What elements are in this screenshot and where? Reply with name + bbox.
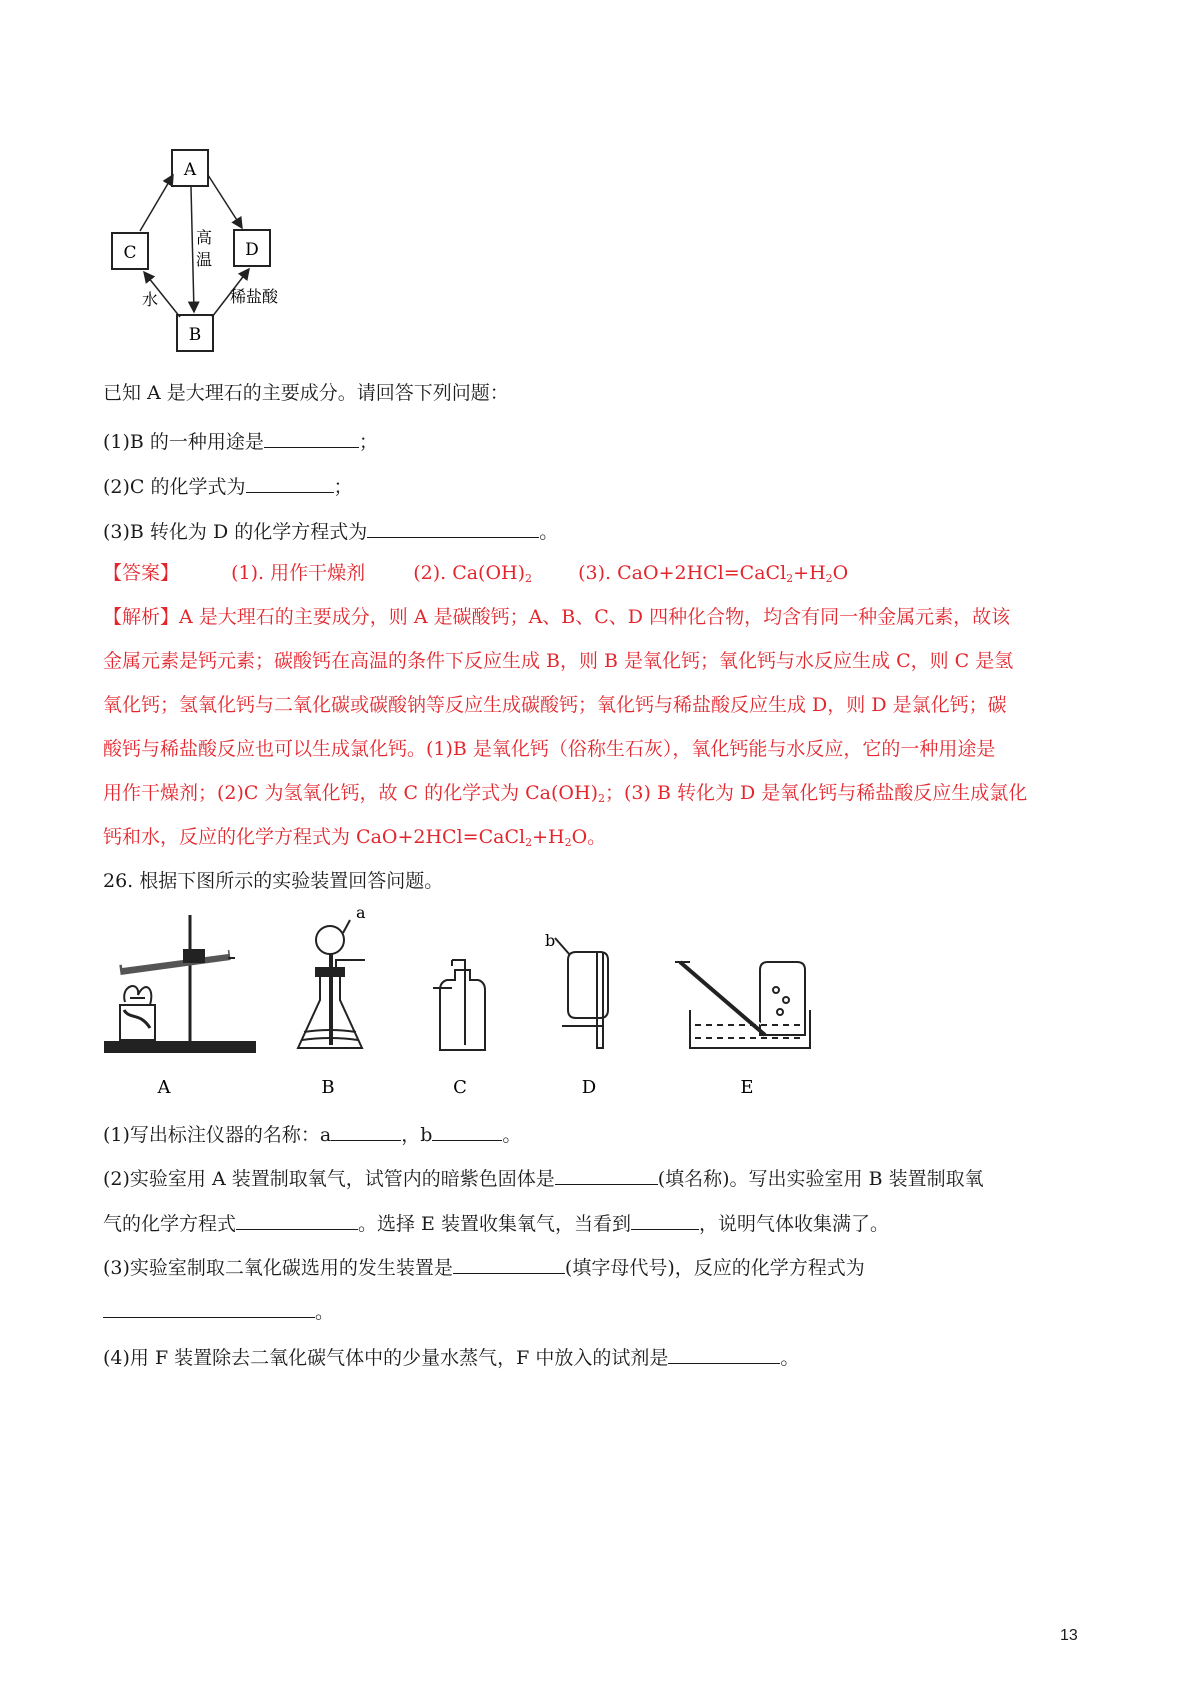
- apparatus-e: [675, 962, 810, 1048]
- node-d: [234, 230, 270, 266]
- label-high-temp-1: 高: [196, 228, 213, 247]
- answer-blank[interactable]: [264, 430, 359, 448]
- answer-blank[interactable]: [453, 1256, 565, 1274]
- answer-blank[interactable]: [103, 1300, 315, 1318]
- analysis-line-5: 用作干燥剂；(2)C 为氢氧化钙，故 C 的化学式为 $Ca(OH)_2$；(3) B 转化为 D 是氧化钙与稀盐酸反应生成氯化: [103, 782, 1028, 805]
- label-water: 水: [142, 290, 159, 309]
- svg-text:C: C: [123, 243, 137, 263]
- analysis-line-6: 钙和水，反应的化学方程式为 $CaO+2HCl=CaCl_2+H_2O$。: [103, 826, 607, 849]
- answer-blank[interactable]: [236, 1212, 358, 1230]
- reaction-diagram: [100, 145, 320, 360]
- label-apparatus-e: E: [740, 1077, 754, 1098]
- q26-part3-line1: (3)实验室制取二氧化碳选用的发生装置是 (填字母代号)，反应的化学方程式为: [103, 1257, 865, 1279]
- answer-3: (3). $CaO+2HCl=CaCl_2+H_2O$: [578, 562, 849, 585]
- q25-intro: 已知 A 是大理石的主要成分。请回答下列问题：: [103, 382, 509, 404]
- node-c: [112, 233, 148, 269]
- q25-part1: (1)B 的一种用途是 ；: [103, 431, 378, 453]
- node-a: [172, 150, 208, 186]
- answer-blank[interactable]: [331, 1123, 401, 1141]
- q25-part2: (2)C 的化学式为 ；: [103, 476, 353, 498]
- analysis-line-2: 金属元素是钙元素；碳酸钙在高温的条件下反应生成 B，则 B 是氧化钙；氧化钙与水反应生成 C，则 C 是氢: [103, 650, 1014, 672]
- apparatus-a: [105, 915, 255, 1052]
- label-dilute-hcl: 稀盐酸: [230, 287, 279, 306]
- q26-part1: (1)写出标注仪器的名称：a ，b 。: [103, 1124, 522, 1146]
- answer-2: (2). $Ca(OH)_2$: [413, 562, 533, 585]
- marker-b: b: [545, 931, 556, 950]
- answer-line: [103, 564, 848, 584]
- analysis-line-4: 酸钙与稀盐酸反应也可以生成氯化钙。(1)B 是氧化钙（俗称生石灰），氧化钙能与水反应，它的一种用途是: [103, 738, 996, 760]
- apparatus-figure: [100, 900, 820, 1105]
- node-b: [177, 315, 213, 351]
- svg-text:B: B: [188, 325, 202, 345]
- label-apparatus-b: B: [321, 1077, 335, 1098]
- answer-1: (1). 用作干燥剂: [231, 562, 366, 584]
- answer-blank[interactable]: [555, 1167, 658, 1185]
- answer-blank[interactable]: [367, 520, 539, 538]
- answer-label: 【答案】: [103, 562, 180, 584]
- label-apparatus-c: C: [453, 1077, 467, 1098]
- svg-text:D: D: [245, 240, 259, 260]
- marker-a: a: [356, 903, 366, 922]
- arrow-c-to-a: [140, 175, 173, 231]
- label-high-temp-2: 温: [196, 250, 213, 269]
- analysis-line-1: 【解析】A 是大理石的主要成分，则 A 是碳酸钙；A、B、C、D 四种化合物，均含有同一种金属元素，故该: [103, 606, 1011, 628]
- q26-part2-line2: 气的化学方程式 。选择 E 装置收集氧气，当看到 ，说明气体收集满了。: [103, 1213, 889, 1235]
- q25-part3: (3)B 转化为 D 的化学方程式为 。: [103, 521, 559, 543]
- answer-blank[interactable]: [432, 1123, 502, 1141]
- apparatus-b: [298, 920, 365, 1048]
- q26-part3-line2: 。: [103, 1300, 334, 1322]
- label-apparatus-a: A: [157, 1077, 171, 1098]
- answer-blank[interactable]: [668, 1346, 780, 1364]
- apparatus-c: [433, 960, 485, 1050]
- q26-stem: 26. 根据下图所示的实验装置回答问题。: [103, 870, 444, 892]
- analysis-line-3: 氧化钙；氢氧化钙与二氧化碳或碳酸钠等反应生成碳酸钙；氧化钙与稀盐酸反应生成 D，则 D 是氯化钙；碳: [103, 694, 1007, 716]
- q26-part4: (4)用 F 装置除去二氧化碳气体中的少量水蒸气，F 中放入的试剂是 。: [103, 1347, 800, 1369]
- arrow-a-to-d: [208, 175, 242, 228]
- label-apparatus-d: D: [581, 1077, 597, 1098]
- q26-part2-line1: (2)实验室用 A 装置制取氧气，试管内的暗紫色固体是 (填名称)。写出实验室用 B 装置制取氧: [103, 1168, 984, 1190]
- apparatus-d: [555, 938, 608, 1048]
- answer-blank[interactable]: [631, 1212, 699, 1230]
- arrow-a-to-b: [191, 187, 194, 312]
- page-number: 13: [1060, 1627, 1078, 1644]
- analysis-label: 【解析】: [103, 606, 180, 628]
- answer-blank[interactable]: [246, 475, 334, 493]
- svg-text:A: A: [183, 160, 197, 180]
